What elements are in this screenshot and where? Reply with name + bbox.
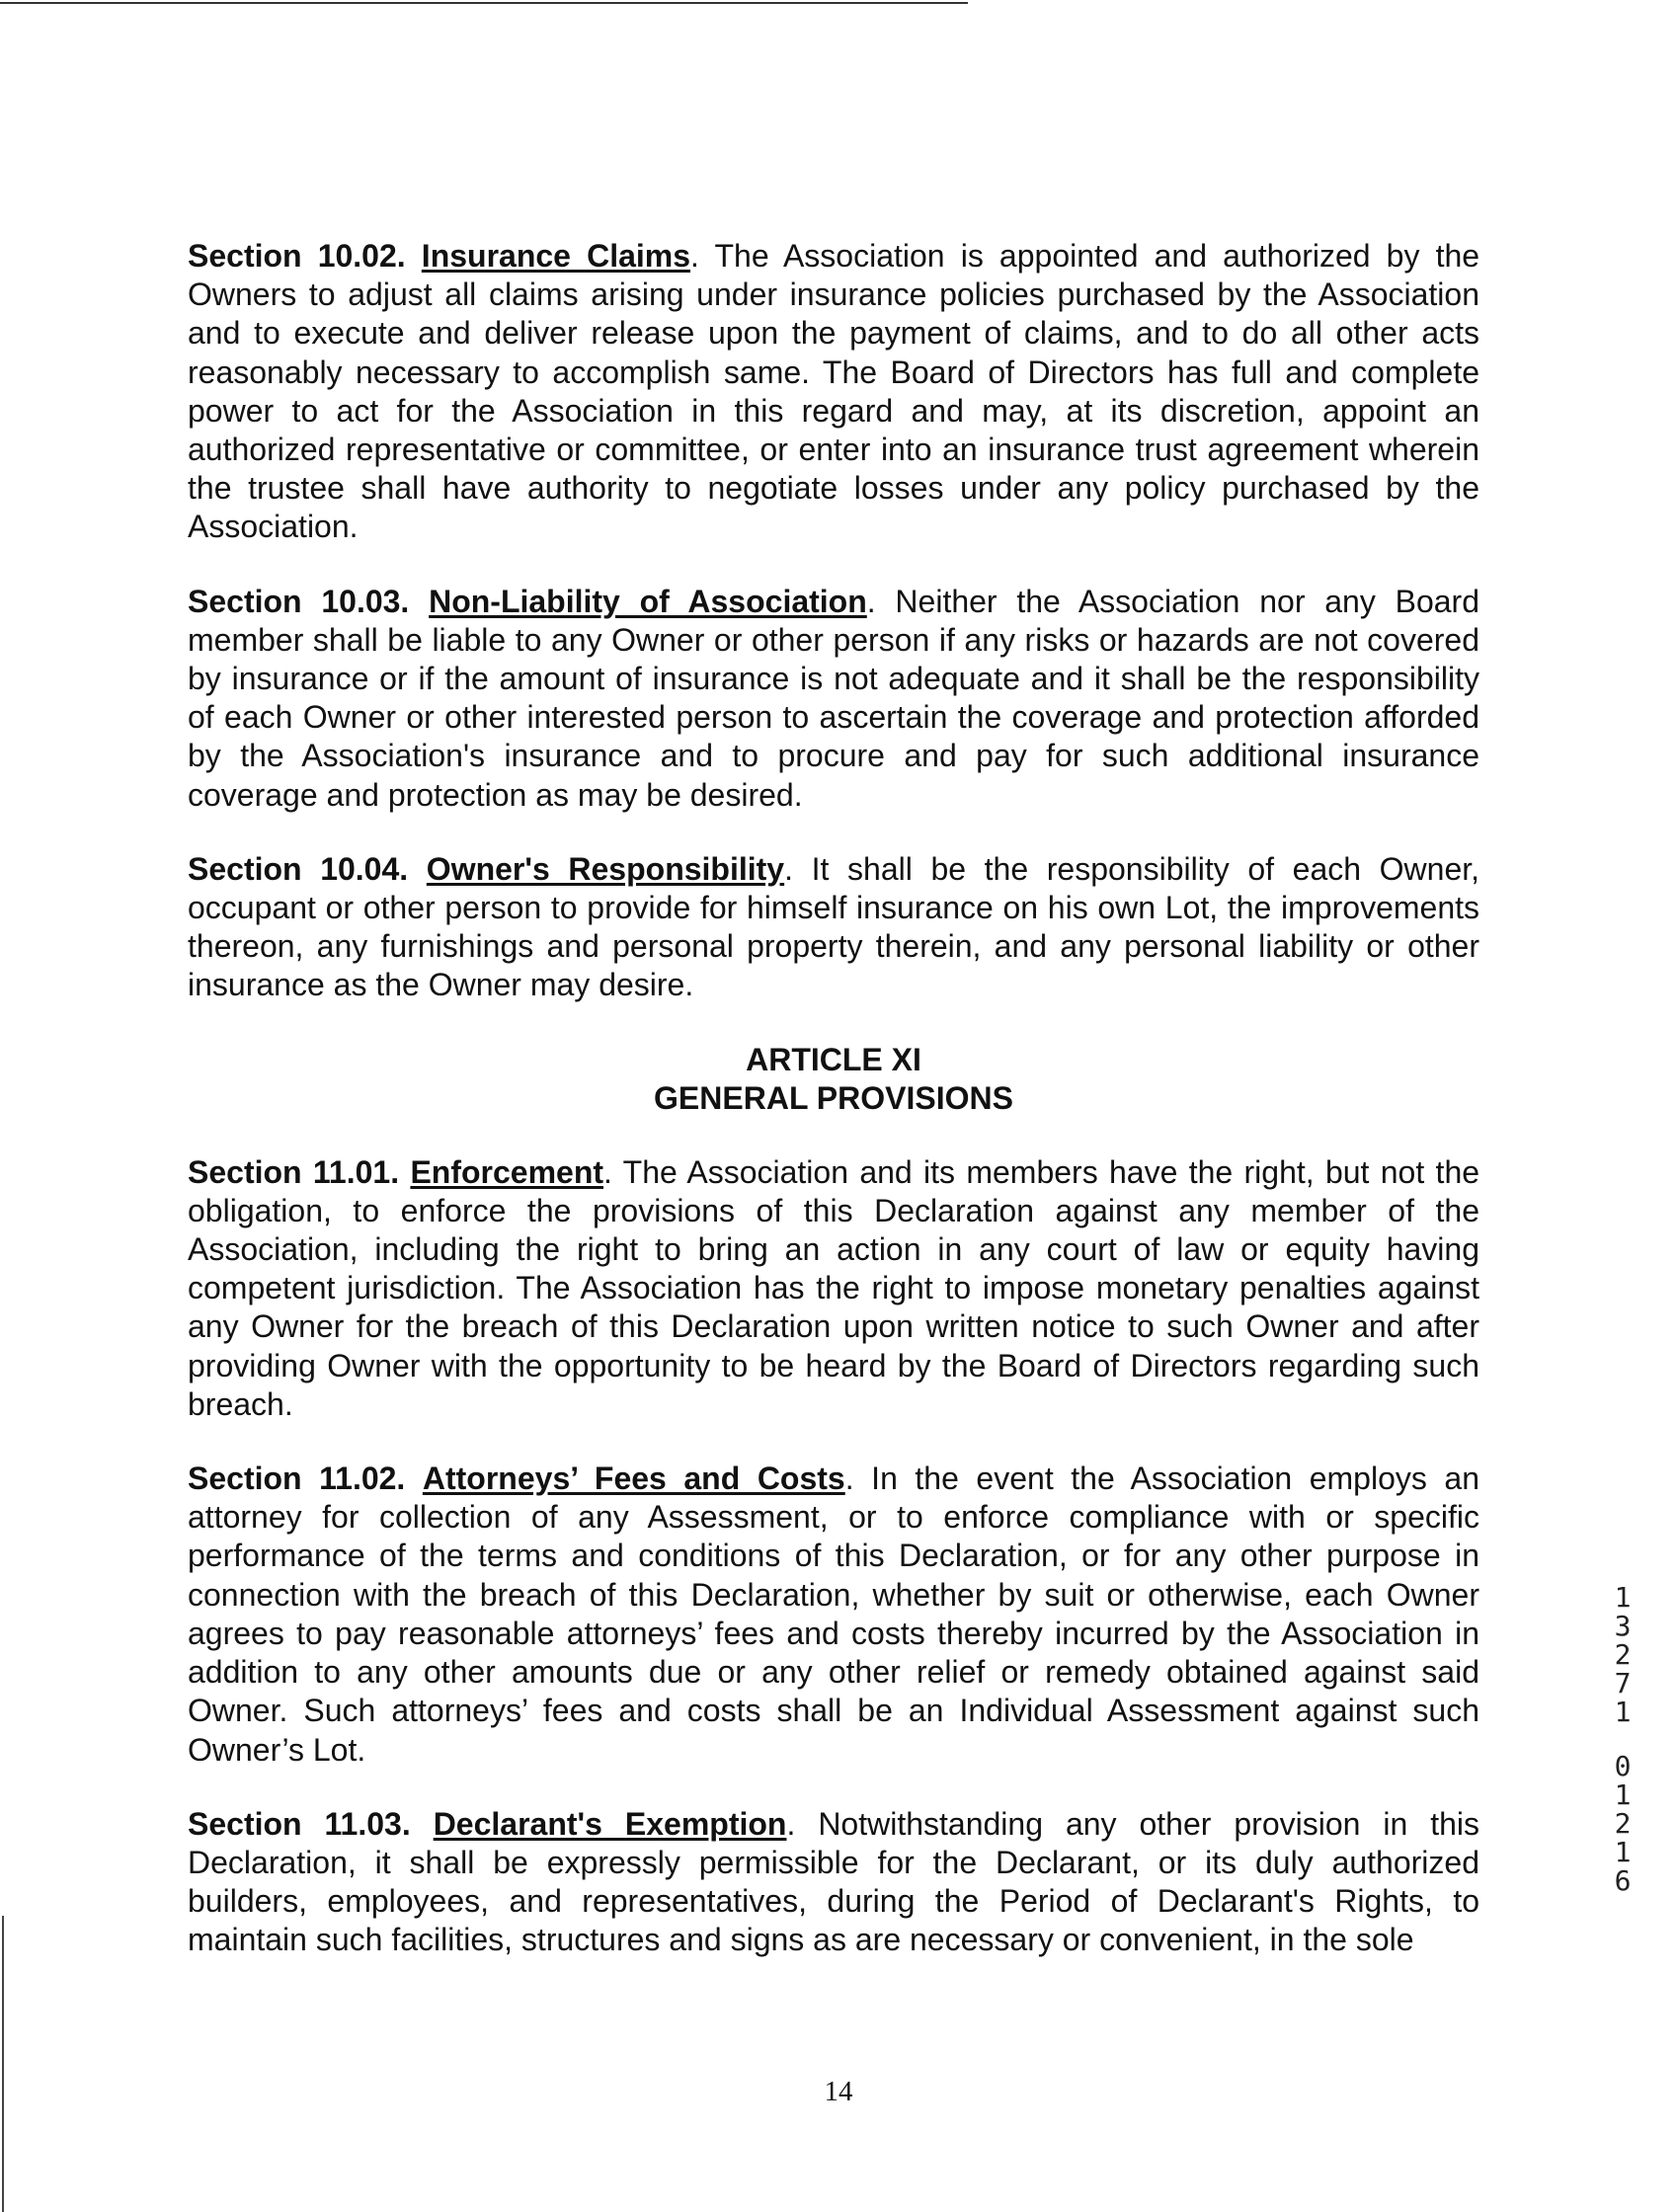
section-title: Insurance Claims bbox=[421, 238, 691, 274]
stamp-digit: 1 bbox=[1614, 1836, 1632, 1868]
scan-top-rule bbox=[0, 2, 968, 4]
section-title: Attorneys’ Fees and Costs bbox=[422, 1461, 845, 1497]
scan-left-edge-mark bbox=[2, 1916, 4, 2212]
stamp-digit: 0 bbox=[1614, 1750, 1632, 1782]
stamp-gap bbox=[1608, 1726, 1637, 1752]
section-text: It shall be the responsibility of each Owner, occupant or other person to provide for himself insurance on his own Lot, the improvements thereon, any furnishings and personal property therein, and any personal liability or other insurance as the Owner may desire. bbox=[188, 850, 1480, 1003]
article-title: GENERAL PROVISIONS bbox=[654, 1079, 1013, 1116]
section-number: Section 11.01. bbox=[188, 1153, 400, 1190]
section-title: Declarant's Exemption bbox=[433, 1805, 787, 1842]
section-number: Section 11.02. bbox=[188, 1461, 406, 1497]
section-11-03: Section 11.03. Declarant's Exemption. Notwithstanding any other provision in this Declaration, it shall be expressly permissible for the Declarant, or its duly authorized builders, employees, and representatives, during the Period of Declarant's Rights, to maintain such facilities, structures and signs as are necessary or convenient, in the sole bbox=[188, 1805, 1480, 1958]
section-11-02: Section 11.02. Attorneys’ Fees and Costs. In the event the Association employs an attorney for collection of any Assessment, or to enforce compliance with or specific performance of the terms and conditions of this Declaration, or for any other purpose in connection with the breach of this Declaration, whether by suit or otherwise, each Owner agrees to pay reasonable attorneys’ fees and costs thereby incurred by the Association in addition to any other amounts due or any other relief or remedy obtained against said Owner. Such attorneys’ fees and costs shall be an Individual Assessment against such Owner’s Lot. bbox=[188, 1461, 1480, 1768]
article-heading bbox=[188, 1041, 1479, 1118]
stamp-digit: 3 bbox=[1614, 1610, 1632, 1642]
section-title: Owner's Responsibility bbox=[426, 850, 785, 887]
section-10-04: Section 10.04. Owner's Responsibility. It shall be the responsibility of each Owner, occupant or other person to provide for himself insurance on his own Lot, the improvements thereon, any furnishings and personal property therein, and any personal liability or other insurance as the Owner may desire. bbox=[188, 850, 1480, 1003]
document-body bbox=[188, 237, 1479, 1996]
section-number: Section 10.03. bbox=[188, 583, 410, 619]
page-number: 14 bbox=[824, 2076, 853, 2107]
stamp-digit: 1 bbox=[1614, 1581, 1632, 1614]
section-title: Enforcement bbox=[410, 1153, 604, 1190]
stamp-digit: 1 bbox=[1614, 1778, 1632, 1811]
section-number: Section 10.04. bbox=[188, 850, 409, 887]
stamp-digit: 6 bbox=[1614, 1864, 1632, 1897]
section-number: Section 11.03. bbox=[188, 1805, 411, 1842]
section-text: Neither the Association nor any Board member shall be liable to any Owner or other person if any risks or hazards are not covered by insurance or if the amount of insurance is not adequate and it shall be the responsibility of each Owner or other interested person to ascertain the coverage and protection afforded by the Association's insurance and to procure and pay for such additional insurance coverage and protection as may be desired. bbox=[188, 583, 1479, 813]
section-text: The Association is appointed and authorized by the Owners to adjust all claims arising under insurance policies purchased by the Association and to execute and deliver release upon the payment of claims, and to do all other acts reasonably necessary to accomplish same. The Board of Directors has full and complete power to act for the Association in this regard and may, at its discretion, appoint an authorized representative or committee, or enter into an insurance trust agreement wherein the trustee shall have authority to negotiate losses under any policy purchased by the Association. bbox=[188, 238, 1480, 545]
recording-stamp bbox=[1608, 1583, 1637, 1895]
section-11-01: Section 11.01. Enforcement. The Association and its members have the right, but not the obligation, to enforce the provisions of this Declaration against any member of the Association, including the right to bring an action in any court of law or equity having competent jurisdiction. The Association has the right to impose monetary penalties against any Owner for the breach of this Declaration upon written notice to such Owner and after providing Owner with the opportunity to be heard by the Board of Directors regarding such breach. bbox=[188, 1153, 1480, 1422]
section-10-03: Section 10.03. Non-Liability of Association. Neither the Association nor any Board member shall be liable to any Owner or other person if any risks or hazards are not covered by insurance or if the amount of insurance is not adequate and it shall be the responsibility of each Owner or other interested person to ascertain the coverage and protection afforded by the Association's insurance and to procure and pay for such additional insurance coverage and protection as may be desired. bbox=[188, 583, 1479, 813]
section-text: Notwithstanding any other provision in this Declaration, it shall be expressly permissible for the Declarant, or its duly authorized builders, employees, and representatives, during the Period of Declarant's Rights, to maintain such facilities, structures and signs as are necessary or convenient, in the sole bbox=[188, 1805, 1480, 1958]
stamp-digit: 2 bbox=[1614, 1638, 1632, 1671]
stamp-digit: 2 bbox=[1614, 1807, 1632, 1840]
section-title: Non-Liability of Association bbox=[429, 583, 867, 619]
section-text: In the event the Association employs an attorney for collection of any Assessment, or to enforce compliance with or specific performance of the terms and conditions of this Declaration, or for any other purpose in connection with the breach of this Declaration, whether by suit or otherwise, each Owner agrees to pay reasonable attorneys’ fees and costs thereby incurred by the Association in addition to any other amounts due or any other relief or remedy obtained against said Owner. Such attorneys’ fees and costs shall be an Individual Assessment against such Owner’s Lot. bbox=[188, 1461, 1480, 1768]
stamp-digit: 1 bbox=[1614, 1696, 1632, 1728]
stamp-digit: 7 bbox=[1614, 1667, 1632, 1699]
section-number: Section 10.02. bbox=[188, 238, 406, 274]
article-number: ARTICLE XI bbox=[746, 1041, 921, 1077]
section-10-02: Section 10.02. Insurance Claims. The Association is appointed and authorized by the Owners to adjust all claims arising under insurance policies purchased by the Association and to execute and deliver release upon the payment of claims, and to do all other acts reasonably necessary to accomplish same. The Board of Directors has full and complete power to act for the Association in this regard and may, at its discretion, appoint an authorized representative or committee, or enter into an insurance trust agreement wherein the trustee shall have authority to negotiate losses under any policy purchased by the Association. bbox=[188, 238, 1480, 545]
section-text: The Association and its members have the right, but not the obligation, to enforce the provisions of this Declaration against any member of the Association, including the right to bring an action in any court of law or equity having competent jurisdiction. The Association has the right to impose monetary penalties against any Owner for the breach of this Declaration upon written notice to such Owner and after providing Owner with the opportunity to be heard by the Board of Directors regarding such breach. bbox=[188, 1153, 1480, 1422]
